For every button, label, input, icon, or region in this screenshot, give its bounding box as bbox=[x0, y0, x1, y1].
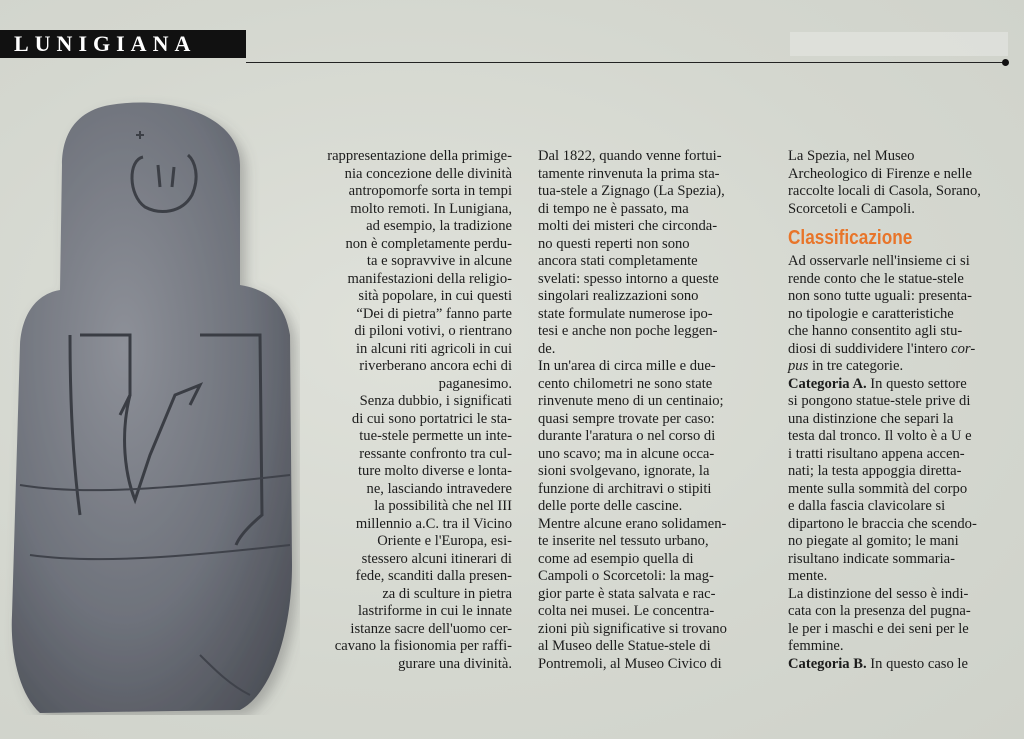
text-fragment: diosi di suddividere l'intero bbox=[788, 340, 948, 357]
text-line: svelati: spesso intorno a queste bbox=[538, 270, 719, 287]
text-line: ad esempio, la tradizione bbox=[366, 218, 512, 234]
text-line: molti dei misteri che circonda- bbox=[538, 218, 718, 234]
text-line bbox=[788, 376, 1010, 394]
text-line: molto remoti. In Lunigiana, bbox=[350, 200, 512, 217]
text-line: no questi reperti non sono bbox=[538, 235, 690, 252]
text-line: tue-stele permette un inte- bbox=[359, 428, 512, 444]
text-line: cata con la presenza del pugna- bbox=[788, 603, 971, 619]
text-line: non è completamente perdu- bbox=[345, 235, 512, 252]
text-line: risultano indicate sommaria- bbox=[788, 550, 955, 567]
text-line: In un'area di circa mille e due- bbox=[538, 358, 716, 374]
text-line: gurare una divinità. bbox=[398, 655, 512, 672]
text-line: lastriforme in cui le innate bbox=[358, 603, 512, 619]
text-line: rappresentazione della primige- bbox=[327, 148, 512, 164]
text-line: uno scavo; ma in alcune occa- bbox=[538, 445, 715, 462]
text-line: fede, scanditi dalla presen- bbox=[355, 568, 512, 584]
text-line: de. bbox=[538, 340, 556, 357]
text-column-3 bbox=[788, 148, 1010, 673]
text-line: no tipologie e caratteristiche bbox=[788, 305, 954, 322]
text-line: gior parte è stata salvata e rac- bbox=[538, 585, 716, 602]
text-line: di cui sono portatrici le sta- bbox=[351, 410, 512, 427]
category-b-label: Categoria B. bbox=[788, 655, 867, 672]
text-line: stessero alcuni itinerari di bbox=[361, 550, 512, 567]
text-line: in alcuni riti agricoli in cui bbox=[355, 340, 512, 357]
text-line: Dal 1822, quando venne fortui- bbox=[538, 148, 722, 164]
text-line: ne, lasciando intravedere bbox=[366, 480, 512, 497]
text-line: Scorcetoli e Campoli. bbox=[788, 200, 915, 217]
text-line: femmine. bbox=[788, 638, 844, 654]
text-line: che hanno consentito agli stu- bbox=[788, 323, 963, 339]
text-line: ta e sopravvive in alcune bbox=[366, 253, 512, 269]
text-line: testa dal tronco. Il volto è a U e bbox=[788, 428, 972, 444]
text-line: Oriente e l'Europa, esi- bbox=[377, 533, 512, 549]
text-line: tamente rinvenuta la prima sta- bbox=[538, 165, 720, 182]
text-line: Campoli o Scorcetoli: la mag- bbox=[538, 568, 714, 584]
text-line: Ad osservarle nell'insieme ci si bbox=[788, 253, 970, 269]
section-header: LUNIGIANA bbox=[0, 30, 246, 58]
text-line: sità popolare, in cui questi bbox=[358, 288, 512, 304]
text-line: antropomorfe sorta in tempi bbox=[348, 183, 512, 199]
text-line: Pontremoli, al Museo Civico di bbox=[538, 655, 722, 672]
text-line: rende conto che le statue-stele bbox=[788, 270, 964, 287]
text-line: tesi e anche non poche leggen- bbox=[538, 323, 718, 339]
text-line: le per i maschi e dei seni per le bbox=[788, 620, 969, 637]
text-line: La distinzione del sesso è indi- bbox=[788, 585, 969, 602]
text-line: raccolte locali di Casola, Sorano, bbox=[788, 183, 981, 199]
text-line: funzione di architravi o stipiti bbox=[538, 480, 712, 497]
text-line: Senza dubbio, i significati bbox=[359, 393, 512, 409]
text-line: cavano la fisionomia per raffi- bbox=[334, 638, 512, 654]
text-column-2 bbox=[538, 148, 778, 673]
text-line: Archeologico di Firenze e nelle bbox=[788, 165, 972, 182]
text-line: zioni più significative si trovano bbox=[538, 620, 727, 637]
text-line: rinvenute meno di un centinaio; bbox=[538, 393, 724, 409]
text-line: riverberano ancora echi di bbox=[359, 358, 512, 374]
text-line: delle porte delle cascine. bbox=[538, 498, 683, 514]
faded-header-tag bbox=[790, 32, 1008, 56]
text-line: non sono tutte uguali: presenta- bbox=[788, 288, 973, 304]
text-line: cento chilometri ne sono state bbox=[538, 375, 713, 392]
text-line: istanze sacre dell'uomo cer- bbox=[350, 620, 512, 637]
text-line: manifestazioni della religio- bbox=[347, 270, 512, 287]
italic-word: cor- bbox=[951, 340, 976, 357]
category-a-label: Categoria A. bbox=[788, 375, 867, 392]
text-line: durante l'aratura o nel corso di bbox=[538, 428, 716, 444]
text-line: di tempo ne è passato, ma bbox=[538, 200, 689, 217]
text-line: ressante confronto tra cul- bbox=[359, 445, 512, 462]
text-line: sioni svolgevano, ignorate, la bbox=[538, 463, 710, 479]
text-fragment: in tre categorie. bbox=[811, 358, 904, 374]
text-line: la possibilità che nel III bbox=[374, 498, 512, 514]
header-rule bbox=[246, 62, 1004, 63]
text-line: nia concezione delle divinità bbox=[344, 165, 512, 182]
text-line: come ad esempio quella di bbox=[538, 550, 694, 567]
text-line: ancora stati completamente bbox=[538, 253, 698, 269]
text-line: di piloni votivi, o rientrano bbox=[354, 323, 512, 339]
text-line: una distinzione che separi la bbox=[788, 410, 954, 427]
text-line: La Spezia, nel Museo bbox=[788, 148, 915, 164]
section-heading: Classificazione bbox=[788, 227, 913, 249]
text-line: te inserite nel tessuto urbano, bbox=[538, 533, 709, 549]
text-line: tua-stele a Zignago (La Spezia), bbox=[538, 183, 725, 199]
italic-word: pus bbox=[788, 358, 809, 374]
text-line bbox=[788, 358, 1010, 376]
text-line: dipartono le braccia che scendo- bbox=[788, 515, 977, 532]
text-line: al Museo delle Statue-stele di bbox=[538, 638, 711, 654]
text-line: millennio a.C. tra il Vicino bbox=[355, 515, 512, 532]
text-line: mente sulla sommità del corpo bbox=[788, 480, 968, 497]
text-column-1 bbox=[278, 148, 512, 673]
text-fragment: In questo settore bbox=[870, 375, 967, 392]
text-line: paganesimo. bbox=[438, 375, 512, 392]
text-line: mente. bbox=[788, 568, 828, 584]
text-line: i tratti risultano appena accen- bbox=[788, 445, 965, 462]
statue-stele-photo bbox=[0, 95, 300, 715]
text-line bbox=[788, 656, 1010, 674]
header-rule-end-dot bbox=[1002, 59, 1009, 66]
text-line bbox=[788, 341, 1010, 359]
text-line: ture molto diverse e lonta- bbox=[358, 463, 512, 479]
text-line: Mentre alcune erano solidamen- bbox=[538, 515, 727, 532]
text-line: colta nei musei. Le concentra- bbox=[538, 603, 715, 619]
text-line: si pongono statue-stele prive di bbox=[788, 393, 971, 409]
text-line: state formulate numerose ipo- bbox=[538, 305, 713, 322]
text-line: “Dei di pietra” fanno parte bbox=[356, 305, 512, 322]
text-line: quasi sempre trovate per caso: bbox=[538, 410, 715, 427]
text-line: no piegate al gomito; le mani bbox=[788, 533, 959, 549]
text-line: singolari realizzazioni sono bbox=[538, 288, 699, 304]
text-line: e dalla fascia clavicolare si bbox=[788, 498, 946, 514]
text-line: nati; la testa appoggia diretta- bbox=[788, 463, 962, 479]
text-line: za di sculture in pietra bbox=[382, 585, 512, 602]
text-fragment: In questo caso le bbox=[870, 655, 968, 672]
